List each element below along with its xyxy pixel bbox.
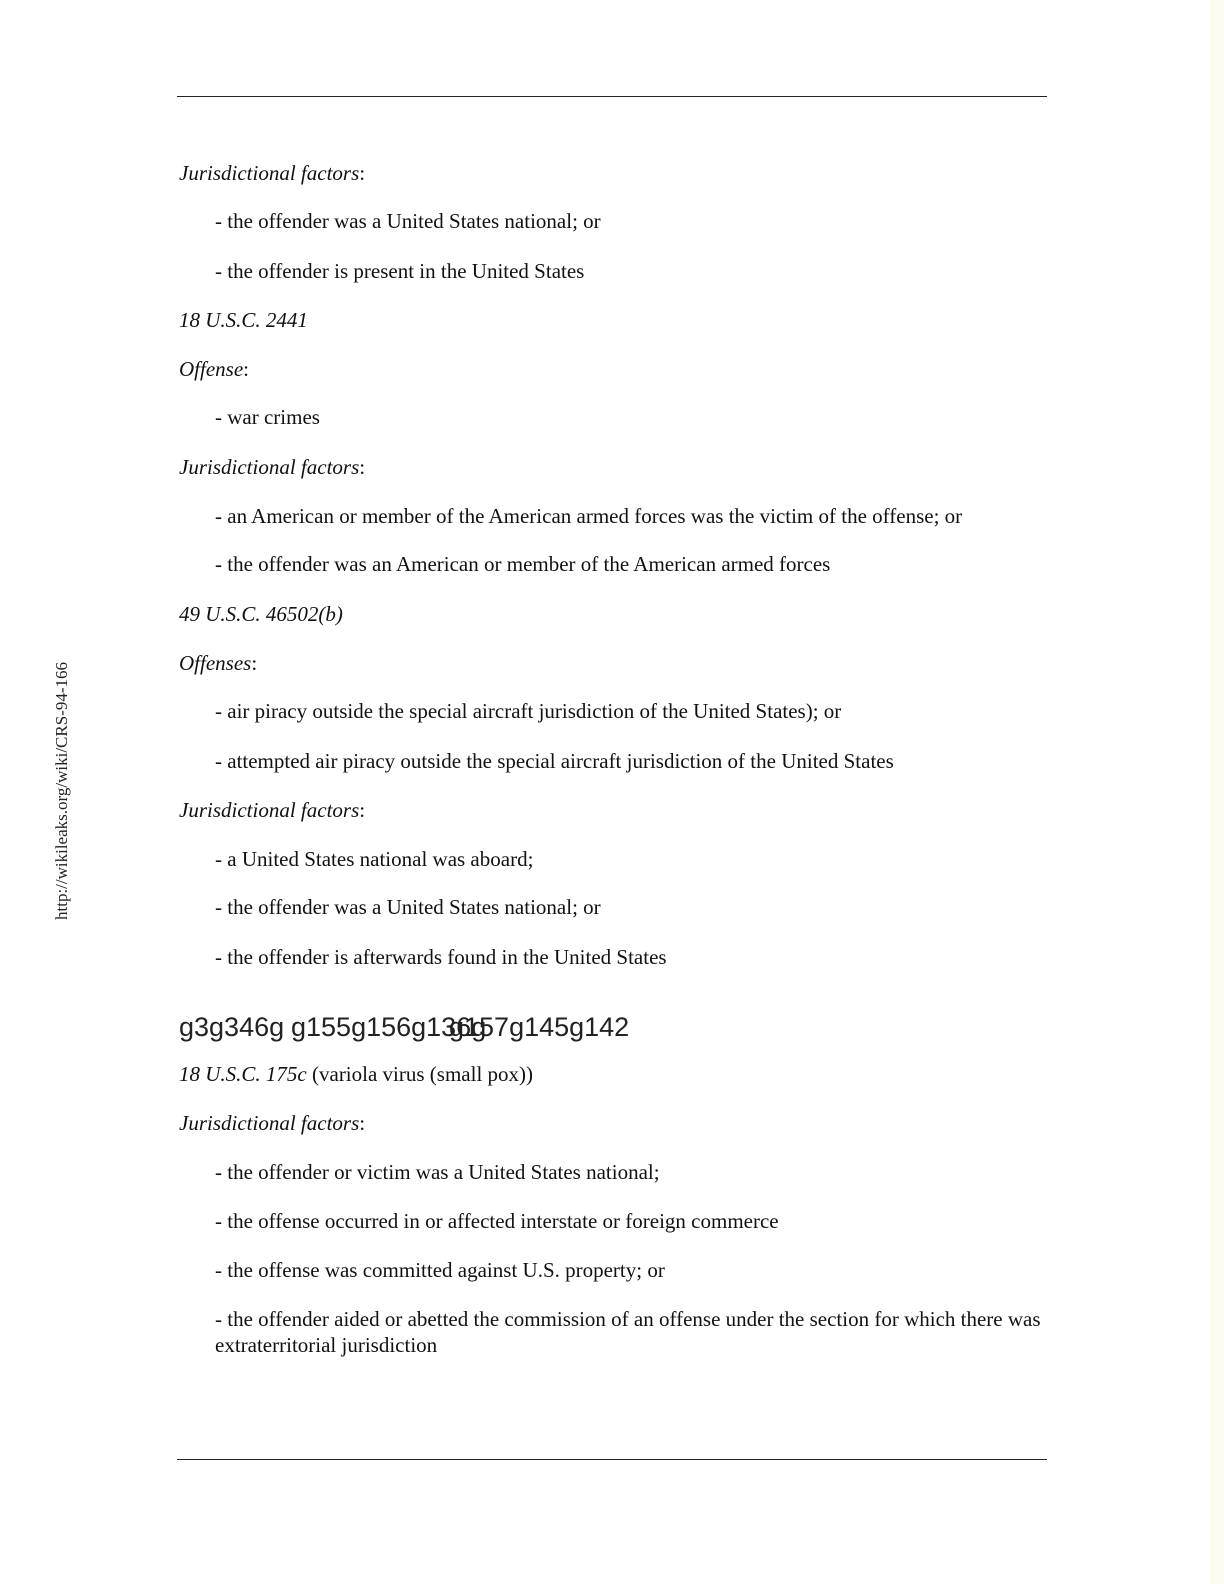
sidebar-source-url: http://wikileaks.org/wiki/CRS-94-166 bbox=[52, 662, 71, 920]
garbled-heading-part: g155g156g136g bbox=[291, 1012, 487, 1042]
list-item: - air piracy outside the special aircraft jurisdiction of the United States); or bbox=[215, 699, 842, 723]
section-heading: Jurisdictional factors: bbox=[179, 161, 366, 185]
statute-citation: 18 U.S.C. 2441 bbox=[179, 308, 308, 332]
list-item: - the offender is afterwards found in the United States bbox=[215, 945, 667, 969]
statute-citation: 18 U.S.C. 175c (variola virus (small pox)) bbox=[179, 1062, 534, 1086]
list-item: - the offender or victim was a United States national; bbox=[215, 1160, 660, 1184]
footer-rule bbox=[177, 1459, 1047, 1460]
list-item: - attempted air piracy outside the special aircraft jurisdiction of the United States bbox=[215, 749, 894, 773]
section-heading: Jurisdictional factors: bbox=[179, 798, 366, 822]
list-item: - the offense was committed against U.S. property; or bbox=[215, 1258, 665, 1282]
list-item: - a United States national was aboard; bbox=[215, 847, 534, 871]
header-rule bbox=[177, 96, 1047, 97]
list-item: - the offender was a United States national; or bbox=[215, 895, 601, 919]
section-heading: Jurisdictional factors: bbox=[179, 455, 366, 479]
garbled-heading-part: g3g346g bbox=[179, 1012, 285, 1042]
list-item: - the offender was an American or member of the American armed forces bbox=[215, 552, 831, 576]
section-heading: Offenses: bbox=[179, 651, 258, 675]
list-item: - an American or member of the American armed forces was the victim of the offense; or bbox=[215, 504, 963, 528]
section-heading: Offense: bbox=[179, 357, 249, 381]
page-edge-strip bbox=[1210, 0, 1224, 1584]
list-item: - the offender aided or abetted the commission of an offense under the section for which there was extraterritorial jurisdiction bbox=[215, 1307, 1041, 1357]
list-item: - the offender was a United States national; or bbox=[215, 209, 601, 233]
list-item: - the offender is present in the United States bbox=[215, 259, 585, 283]
list-item: - war crimes bbox=[215, 405, 320, 429]
garbled-heading-part: g157g145g142 bbox=[449, 1012, 630, 1042]
list-item: - the offense occurred in or affected interstate or foreign commerce bbox=[215, 1209, 779, 1233]
statute-citation: 49 U.S.C. 46502(b) bbox=[179, 602, 343, 626]
section-heading: Jurisdictional factors: bbox=[179, 1111, 366, 1135]
